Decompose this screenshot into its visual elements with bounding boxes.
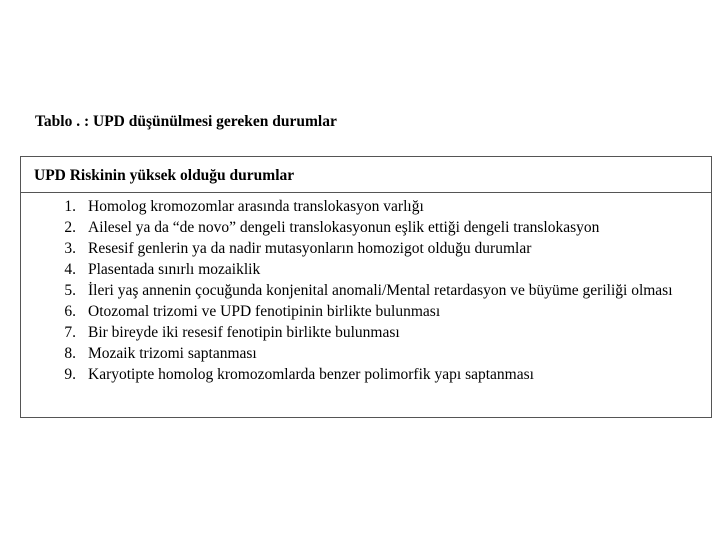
item-number: 3.	[64, 240, 76, 257]
item-text: Karyotipte homolog kromozomlarda benzer polimorfik yapı saptanması	[88, 366, 534, 383]
table-caption: Tablo . : UPD düşünülmesi gereken durumlar	[35, 113, 337, 130]
list-item	[21, 364, 711, 385]
item-number: 1.	[64, 198, 76, 215]
item-text: İleri yaş annenin çocuğunda konjenital anomali/Mental retardasyon ve büyüme geriliği olması	[88, 282, 673, 299]
item-number: 8.	[64, 345, 76, 362]
list-item	[21, 196, 711, 217]
item-number: 6.	[64, 303, 76, 320]
item-number: 9.	[64, 366, 76, 383]
item-text: Bir bireyde iki resesif fenotipin birlikte bulunması	[88, 324, 400, 341]
list-item	[21, 343, 711, 364]
list-item	[21, 322, 711, 343]
list-item	[21, 301, 711, 322]
upd-risk-table	[20, 156, 712, 418]
item-number: 2.	[64, 219, 76, 236]
list-item	[21, 259, 711, 280]
item-number: 7.	[64, 324, 76, 341]
list-item	[21, 238, 711, 259]
item-number: 5.	[64, 282, 76, 299]
list-item	[21, 217, 711, 238]
risk-list	[21, 193, 711, 385]
item-text: Plasentada sınırlı mozaiklik	[88, 261, 261, 278]
item-text: Otozomal trizomi ve UPD fenotipinin birlikte bulunması	[88, 303, 441, 320]
item-text: Mozaik trizomi saptanması	[88, 345, 257, 362]
table-header: UPD Riskinin yüksek olduğu durumlar	[21, 157, 711, 193]
item-text: Homolog kromozomlar arasında translokasyon varlığı	[88, 198, 424, 215]
item-text: Resesif genlerin ya da nadir mutasyonların homozigot olduğu durumlar	[88, 240, 532, 257]
item-text: Ailesel ya da “de novo” dengeli translokasyonun eşlik ettiği dengeli translokasyon	[88, 219, 600, 236]
item-number: 4.	[64, 261, 76, 278]
list-item	[21, 280, 711, 301]
